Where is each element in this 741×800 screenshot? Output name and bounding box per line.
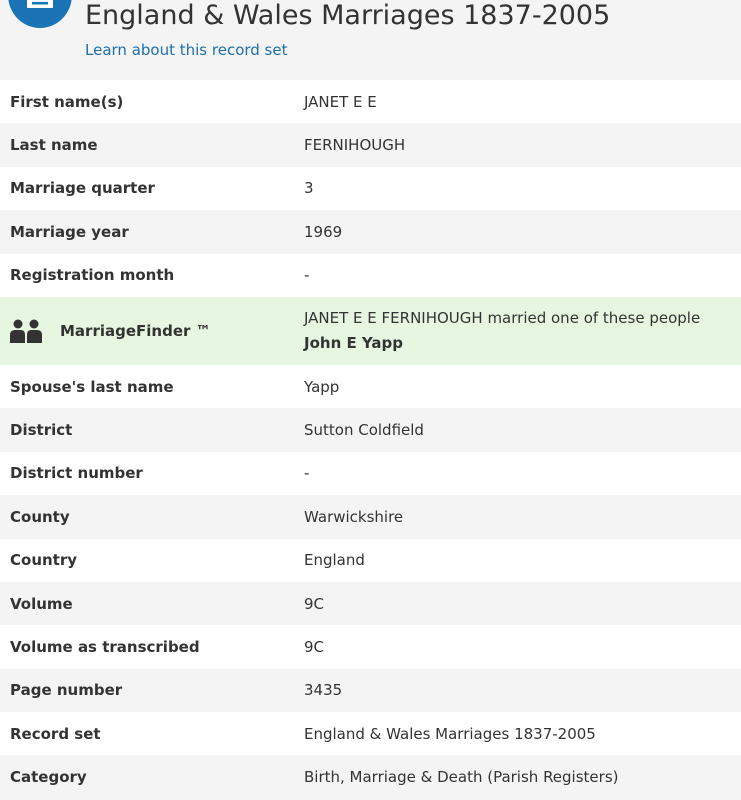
field-label: Spouse's last name: [10, 377, 174, 396]
field-value: 1969: [304, 222, 343, 241]
field-value: -: [304, 266, 310, 285]
table-row: [0, 254, 741, 297]
field-label: Registration month: [10, 266, 175, 285]
table-row: [0, 669, 741, 712]
field-value: 9C: [304, 594, 325, 613]
record-details-table: [0, 80, 741, 799]
table-row: [0, 452, 741, 495]
field-value: 3: [304, 179, 314, 198]
table-row: [0, 408, 741, 451]
table-row: [0, 539, 741, 582]
field-label: Marriage year: [10, 222, 129, 241]
table-row: [0, 210, 741, 253]
field-value: JANET E E: [304, 92, 377, 111]
marriage-finder-label: MarriageFinder ™: [60, 321, 211, 340]
table-row: [0, 123, 741, 166]
field-value: England & Wales Marriages 1837-2005: [304, 724, 596, 743]
field-value: Yapp: [304, 377, 340, 396]
table-row: [0, 365, 741, 408]
field-label: Page number: [10, 681, 123, 700]
field-label: Marriage quarter: [10, 179, 155, 198]
field-value: FERNIHOUGH: [304, 136, 406, 155]
table-row: [0, 625, 741, 668]
people-icon: [10, 319, 42, 343]
field-label: Record set: [10, 724, 101, 743]
field-label: Volume as transcribed: [10, 637, 200, 656]
field-label: Category: [10, 768, 87, 787]
field-value: 9C: [304, 637, 325, 656]
record-header: [0, 0, 741, 80]
page-title: England & Wales Marriages 1837-2005: [85, 0, 611, 31]
field-value: 3435: [304, 681, 343, 700]
field-label: District number: [10, 464, 143, 483]
table-row: [0, 167, 741, 210]
field-value: Warwickshire: [304, 507, 404, 526]
document-icon: [8, 0, 72, 28]
field-label: Last name: [10, 136, 98, 155]
field-label: First name(s): [10, 92, 124, 111]
marriage-finder-text: JANET E E FERNIHOUGH married one of these people: [304, 308, 701, 327]
table-row: [0, 755, 741, 798]
table-row: [0, 712, 741, 755]
field-label: District: [10, 421, 73, 440]
learn-about-record-set-link[interactable]: Learn about this record set: [85, 41, 288, 59]
field-label: County: [10, 507, 70, 526]
field-value: Sutton Coldfield: [304, 421, 424, 440]
field-label: Country: [10, 551, 78, 570]
table-row: [0, 495, 741, 538]
spouse-name-link[interactable]: John E Yapp: [304, 333, 404, 352]
field-value: Birth, Marriage & Death (Parish Registers): [304, 768, 619, 787]
field-value: England: [304, 551, 365, 570]
field-value: -: [304, 464, 310, 483]
field-label: Volume: [10, 594, 73, 613]
table-row: [0, 80, 741, 123]
marriage-finder-row: [0, 297, 741, 365]
table-row: [0, 582, 741, 625]
marriage-finder-value: [304, 306, 741, 356]
marriage-finder-label-group: [0, 319, 304, 343]
